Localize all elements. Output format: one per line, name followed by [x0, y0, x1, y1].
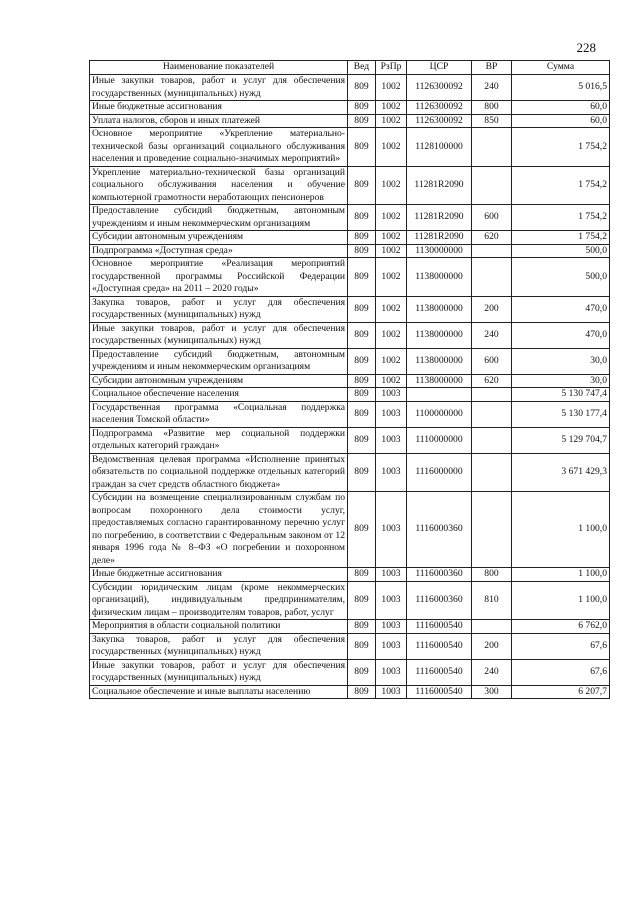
cell-vr: 200: [472, 633, 512, 659]
cell-name: Подпрограмма «Доступная среда»: [90, 244, 348, 258]
cell-sum: 1 754,2: [512, 231, 610, 245]
cell-vr: [472, 166, 512, 205]
cell-csr: [407, 388, 472, 402]
cell-rzpr: 1003: [376, 659, 407, 685]
cell-csr: 1116000540: [407, 620, 472, 634]
cell-csr: 11281R2090: [407, 166, 472, 205]
cell-sum: 5 130 177,4: [512, 401, 610, 427]
cell-sum: 1 754,2: [512, 128, 610, 167]
header-rzpr: РзПр: [376, 61, 407, 75]
cell-vr: 800: [472, 101, 512, 115]
cell-sum: 6 207,7: [512, 685, 610, 699]
cell-rzpr: 1002: [376, 75, 407, 101]
cell-vr: 800: [472, 568, 512, 582]
header-vr: ВР: [472, 61, 512, 75]
cell-name: Иные закупки товаров, работ и услуг для обеспечения государственных (муниципальных) нужд: [90, 659, 348, 685]
cell-name: Иные закупки товаров, работ и услуг для обеспечения государственных (муниципальных) нужд: [90, 322, 348, 348]
cell-vr: 850: [472, 114, 512, 128]
header-name: Наименование показателей: [90, 61, 348, 75]
table-row: [90, 205, 610, 231]
cell-name: Социальное обеспечение и иные выплаты населению: [90, 685, 348, 699]
table-row: [90, 231, 610, 245]
cell-ved: 809: [348, 75, 376, 101]
cell-name: Субсидии автономным учреждениям: [90, 374, 348, 388]
cell-sum: 5 016,5: [512, 75, 610, 101]
table-row: [90, 388, 610, 402]
cell-rzpr: 1003: [376, 492, 407, 568]
cell-csr: 1116000360: [407, 581, 472, 620]
table-row: [90, 633, 610, 659]
cell-ved: 809: [348, 348, 376, 374]
cell-ved: 809: [348, 633, 376, 659]
cell-rzpr: 1002: [376, 101, 407, 115]
cell-ved: 809: [348, 322, 376, 348]
cell-ved: 809: [348, 166, 376, 205]
cell-ved: 809: [348, 659, 376, 685]
cell-csr: 1116000540: [407, 659, 472, 685]
table-row: [90, 374, 610, 388]
cell-sum: 500,0: [512, 244, 610, 258]
cell-sum: 470,0: [512, 296, 610, 322]
cell-vr: 620: [472, 231, 512, 245]
cell-csr: 1130000000: [407, 244, 472, 258]
cell-sum: 67,6: [512, 633, 610, 659]
cell-rzpr: 1002: [376, 231, 407, 245]
table-row: [90, 348, 610, 374]
cell-ved: 809: [348, 568, 376, 582]
cell-name: Субсидии автономным учреждениям: [90, 231, 348, 245]
cell-vr: 200: [472, 296, 512, 322]
cell-name: Уплата налогов, сборов и иных платежей: [90, 114, 348, 128]
cell-vr: [472, 427, 512, 453]
table-row: [90, 114, 610, 128]
cell-name: Государственная программа «Социальная поддержка населения Томской области»: [90, 401, 348, 427]
cell-vr: 240: [472, 659, 512, 685]
table-row: [90, 492, 610, 568]
table-row: [90, 453, 610, 492]
cell-vr: 600: [472, 348, 512, 374]
cell-csr: 1110000000: [407, 427, 472, 453]
cell-rzpr: 1003: [376, 581, 407, 620]
cell-csr: 1116000360: [407, 492, 472, 568]
cell-name: Ведомственная целевая программа «Исполнение принятых обязательств по социальной поддержке отдельных категорий граждан за счет средств областного бюджета»: [90, 453, 348, 492]
cell-csr: 1116000540: [407, 633, 472, 659]
table-row: [90, 322, 610, 348]
cell-vr: [472, 492, 512, 568]
budget-table: [89, 60, 610, 699]
table-row: [90, 258, 610, 297]
cell-rzpr: 1002: [376, 348, 407, 374]
cell-csr: 1138000000: [407, 348, 472, 374]
cell-vr: [472, 453, 512, 492]
table-row: [90, 427, 610, 453]
cell-rzpr: 1002: [376, 128, 407, 167]
table-row: [90, 128, 610, 167]
cell-rzpr: 1003: [376, 453, 407, 492]
cell-sum: 5 129 704,7: [512, 427, 610, 453]
cell-csr: 1138000000: [407, 258, 472, 297]
cell-rzpr: 1002: [376, 322, 407, 348]
table-body: [90, 75, 610, 699]
cell-name: Подпрограмма «Развитие мер социальной поддержки отдельных категорий граждан»: [90, 427, 348, 453]
cell-name: Субсидии юридическим лицам (кроме некоммерческих организаций), индивидуальным предпринимателям, физическим лицам – производителям товаров, работ, услуг: [90, 581, 348, 620]
header-ved: Вед: [348, 61, 376, 75]
cell-ved: 809: [348, 101, 376, 115]
cell-vr: [472, 128, 512, 167]
cell-csr: 1138000000: [407, 374, 472, 388]
cell-vr: [472, 258, 512, 297]
cell-rzpr: 1002: [376, 374, 407, 388]
cell-rzpr: 1003: [376, 685, 407, 699]
cell-vr: 620: [472, 374, 512, 388]
cell-vr: 240: [472, 322, 512, 348]
cell-sum: 500,0: [512, 258, 610, 297]
cell-rzpr: 1002: [376, 296, 407, 322]
table-row: [90, 581, 610, 620]
cell-name: Иные бюджетные ассигнования: [90, 568, 348, 582]
cell-rzpr: 1003: [376, 401, 407, 427]
cell-ved: 809: [348, 401, 376, 427]
cell-ved: 809: [348, 114, 376, 128]
cell-ved: 809: [348, 492, 376, 568]
cell-sum: 1 754,2: [512, 166, 610, 205]
cell-sum: 30,0: [512, 374, 610, 388]
cell-csr: 1138000000: [407, 322, 472, 348]
cell-name: Иные бюджетные ассигнования: [90, 101, 348, 115]
cell-name: Предоставление субсидий бюджетным, автономным учреждениям и иным некоммерческим организациям: [90, 205, 348, 231]
cell-ved: 809: [348, 205, 376, 231]
cell-name: Предоставление субсидий бюджетным, автономным учреждениям и иным некоммерческим организациям: [90, 348, 348, 374]
cell-name: Основное мероприятие «Укрепление материально-технической базы организаций социального обслуживания населения и проведение социально-значимых мероприятий»: [90, 128, 348, 167]
cell-ved: 809: [348, 244, 376, 258]
cell-sum: 1 100,0: [512, 568, 610, 582]
cell-sum: 5 130 747,4: [512, 388, 610, 402]
cell-name: Основное мероприятие «Реализация мероприятий государственной программы Российской Федерации «Доступная среда» на 2011 – 2020 годы»: [90, 258, 348, 297]
page-number: 228: [576, 40, 596, 55]
cell-ved: 809: [348, 388, 376, 402]
table-row: [90, 244, 610, 258]
table-row: [90, 75, 610, 101]
cell-csr: 1116000540: [407, 685, 472, 699]
cell-vr: [472, 388, 512, 402]
cell-name: Мероприятия в области социальной политики: [90, 620, 348, 634]
cell-name: Укрепление материально-технической базы организаций социального обслуживания населения и обучение компьютерной грамотности неработающих пенсионеров: [90, 166, 348, 205]
cell-vr: [472, 244, 512, 258]
cell-vr: 240: [472, 75, 512, 101]
table-row: [90, 401, 610, 427]
cell-sum: 1 100,0: [512, 581, 610, 620]
cell-rzpr: 1002: [376, 205, 407, 231]
header-sum: Сумма: [512, 61, 610, 75]
cell-rzpr: 1002: [376, 166, 407, 205]
cell-sum: 470,0: [512, 322, 610, 348]
cell-csr: 1100000000: [407, 401, 472, 427]
cell-sum: 60,0: [512, 114, 610, 128]
table-row: [90, 685, 610, 699]
cell-csr: 1138000000: [407, 296, 472, 322]
cell-ved: 809: [348, 453, 376, 492]
table-row: [90, 166, 610, 205]
cell-sum: 67,6: [512, 659, 610, 685]
cell-rzpr: 1002: [376, 114, 407, 128]
cell-rzpr: 1003: [376, 388, 407, 402]
cell-sum: 1 754,2: [512, 205, 610, 231]
cell-name: Иные закупки товаров, работ и услуг для обеспечения государственных (муниципальных) нужд: [90, 75, 348, 101]
cell-csr: 1116000000: [407, 453, 472, 492]
cell-rzpr: 1003: [376, 620, 407, 634]
cell-sum: 30,0: [512, 348, 610, 374]
cell-rzpr: 1003: [376, 633, 407, 659]
cell-sum: 1 100,0: [512, 492, 610, 568]
table-header-row: [90, 61, 610, 75]
cell-name: Закупка товаров, работ и услуг для обеспечения государственных (муниципальных) нужд: [90, 633, 348, 659]
cell-rzpr: 1002: [376, 258, 407, 297]
cell-ved: 809: [348, 374, 376, 388]
cell-csr: 1126300092: [407, 101, 472, 115]
table-row: [90, 296, 610, 322]
cell-ved: 809: [348, 296, 376, 322]
table-row: [90, 568, 610, 582]
cell-csr: 11281R2090: [407, 205, 472, 231]
table-row: [90, 101, 610, 115]
cell-ved: 809: [348, 128, 376, 167]
cell-ved: 809: [348, 581, 376, 620]
cell-csr: 1126300092: [407, 75, 472, 101]
cell-ved: 809: [348, 620, 376, 634]
header-csr: ЦСР: [407, 61, 472, 75]
cell-vr: 300: [472, 685, 512, 699]
cell-ved: 809: [348, 685, 376, 699]
cell-name: Социальное обеспечение населения: [90, 388, 348, 402]
cell-vr: [472, 620, 512, 634]
cell-vr: 810: [472, 581, 512, 620]
table-row: [90, 659, 610, 685]
cell-name: Субсидии на возмещение специализированным службам по вопросам похоронного дела стоимости услуг, предоставляемых согласно гарантированному перечню услуг по погребению, в соответствии с Федеральным законом от 12 января 1996 года № 8–ФЗ «О погребении и похоронном деле»: [90, 492, 348, 568]
cell-csr: 1128100000: [407, 128, 472, 167]
cell-vr: [472, 401, 512, 427]
cell-ved: 809: [348, 258, 376, 297]
cell-rzpr: 1002: [376, 244, 407, 258]
cell-ved: 809: [348, 231, 376, 245]
cell-csr: 1126300092: [407, 114, 472, 128]
cell-sum: 6 762,0: [512, 620, 610, 634]
cell-rzpr: 1003: [376, 427, 407, 453]
cell-vr: 600: [472, 205, 512, 231]
cell-csr: 1116000360: [407, 568, 472, 582]
cell-csr: 11281R2090: [407, 231, 472, 245]
cell-ved: 809: [348, 427, 376, 453]
cell-sum: 3 671 429,3: [512, 453, 610, 492]
cell-sum: 60,0: [512, 101, 610, 115]
cell-name: Закупка товаров, работ и услуг для обеспечения государственных (муниципальных) нужд: [90, 296, 348, 322]
cell-rzpr: 1003: [376, 568, 407, 582]
table-row: [90, 620, 610, 634]
